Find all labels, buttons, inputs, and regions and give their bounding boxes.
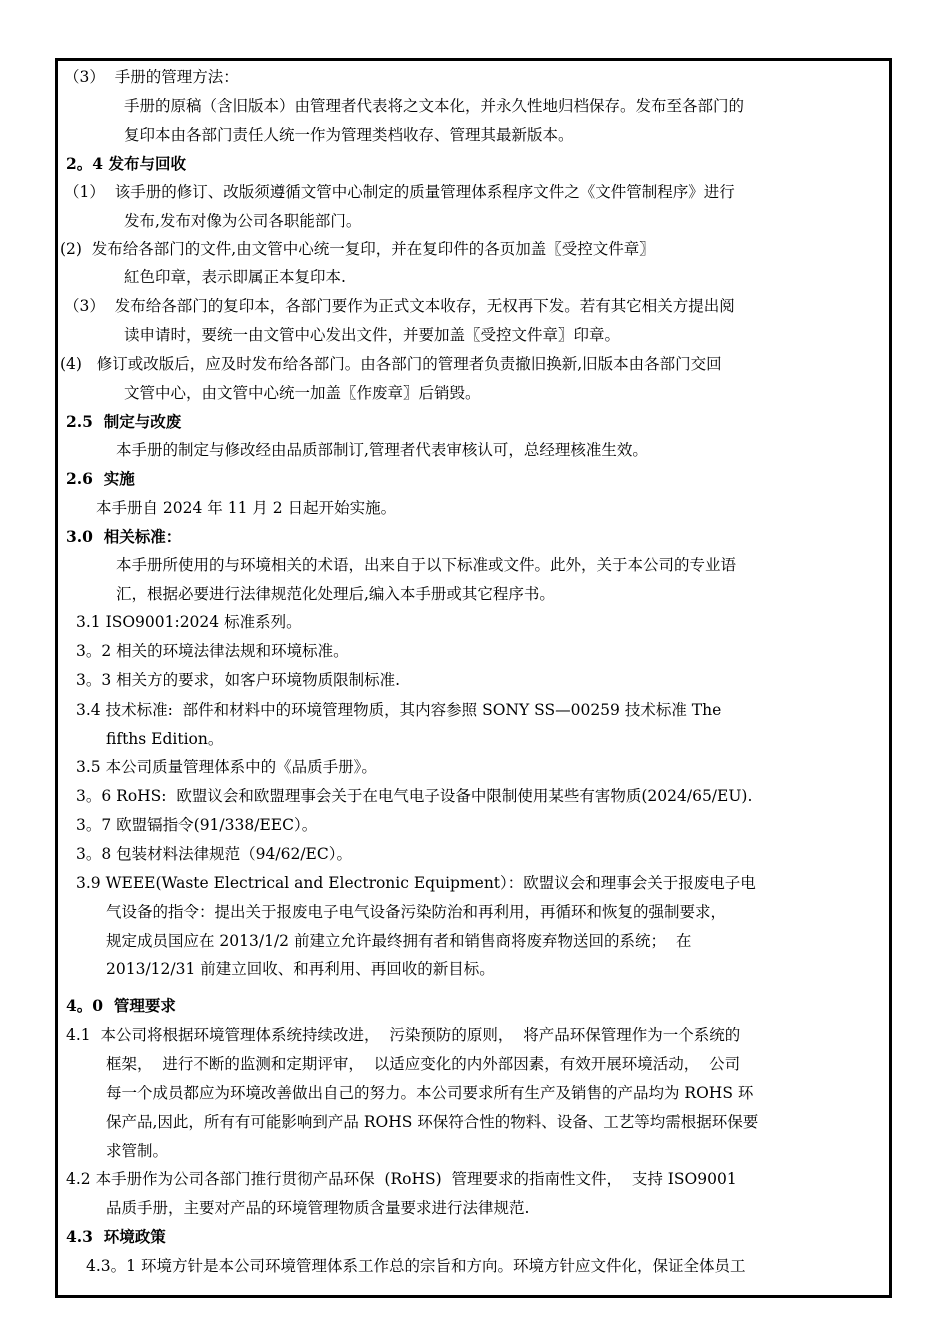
line: 3。6 RoHS: 欧盟议会和欧盟理事会关于在电气电子设备中限制使用某些有害物质(2024/65/EU). xyxy=(76,787,753,805)
line: 发布,发布对像为公司各职能部门。 xyxy=(124,212,362,230)
line: 3。2 相关的环境法律法规和环境标准。 xyxy=(76,642,349,660)
section-heading: 4。0 管理要求 xyxy=(66,996,176,1015)
line: （3） 发布给各部门的复印本，各部门要作为正式文本收存，无权再下发。若有其它相关方提出阅 xyxy=(64,297,735,315)
section-heading: 3.0 相关标准： xyxy=(66,527,182,546)
line: (2) 发布给各部门的文件,由文管中心统一复印，并在复印件的各页加盖〖受控文件章〗 xyxy=(60,240,655,258)
line: 读申请时，要统一由文管中心发出文件，并要加盖〖受控文件章〗印章。 xyxy=(124,326,621,344)
section-heading: 2。4 发布与回收 xyxy=(66,154,186,173)
line: 汇，根据必要进行法律规范化处理后,编入本手册或其它程序书。 xyxy=(116,585,555,603)
section-heading: 2.6 实施 xyxy=(66,469,135,488)
section-heading: 4.3 环境政策 xyxy=(66,1227,166,1246)
line: 紅色印章，表示即属正本复印本. xyxy=(124,268,346,286)
line: 品质手册，主要对产品的环境管理物质含量要求进行法律规范. xyxy=(106,1199,530,1217)
line: fifths Edition。 xyxy=(106,730,224,748)
line: 3.1 ISO9001:2024 标准系列。 xyxy=(76,613,302,631)
line: 本手册所使用的与环境相关的术语，出来自于以下标准或文件。此外，关于本公司的专业语 xyxy=(116,556,737,574)
line: （3） 手册的管理方法： xyxy=(64,68,239,86)
line: 每一个成员都应为环境改善做出自己的努力。本公司要求所有生产及销售的产品均为 ROHS 环 xyxy=(106,1084,754,1102)
line: 本手册自 2024 年 11 月 2 日起开始实施。 xyxy=(96,499,397,517)
line: 求管制。 xyxy=(106,1142,169,1160)
line: 3。8 包装材料法律规范（94/62/EC）。 xyxy=(76,845,352,863)
line: 规定成员国应在 2013/1/2 前建立允许最终拥有者和销售商将废弃物送回的系统； 在 xyxy=(106,932,692,950)
line: 保产品,因此，所有有可能影响到产品 ROHS 环保符合性的物料、设备、工艺等均需根据环保要 xyxy=(106,1113,759,1131)
line: 4.2 本手册作为公司各部门推行贯彻产品环保 (RoHS) 管理要求的指南性文件， 支持 ISO9001 xyxy=(66,1170,737,1188)
line: 3。3 相关方的要求，如客户环境物质限制标准. xyxy=(76,671,401,689)
line: 框架， 进行不断的监测和定期评审， 以适应变化的内外部因素，有效开展环境活动， 公司 xyxy=(106,1055,741,1073)
line: 2013/12/31 前建立回收、和再利用、再回收的新目标。 xyxy=(106,960,495,978)
line: (4) 修订或改版后，应及时发布给各部门。由各部门的管理者负责撤旧换新,旧版本由各部门交回 xyxy=(60,355,722,373)
section-heading: 2.5 制定与改废 xyxy=(66,412,182,431)
line: 3.9 WEEE(Waste Electrical and Electronic Equipment）：欧盟议会和理事会关于报废电子电 xyxy=(76,874,756,892)
line: 3.5 本公司质量管理体系中的《品质手册》。 xyxy=(76,758,377,776)
line: （1） 该手册的修订、改版须遵循文管中心制定的质量管理体系程序文件之《文件管制程序》进行 xyxy=(64,183,735,201)
line: 复印本由各部门责任人统一作为管理类档收存、管理其最新版本。 xyxy=(124,126,574,144)
line: 4.1 本公司将根据环境管理体系统持续改进， 污染预防的原则， 将产品环保管理作为一个系统的 xyxy=(66,1026,741,1044)
line: 气设备的指令：提出关于报废电子电气设备污染防治和再利用，再循环和恢复的强制要求， xyxy=(106,903,727,921)
line: 3.4 技术标准: 部件和材料中的环境管理物质，其内容参照 SONY SS—00259 技术标准 The xyxy=(76,701,722,719)
line: 4.3。1 环境方针是本公司环境管理体系工作总的宗旨和方向。环境方针应文件化，保证全体员工 xyxy=(86,1257,746,1275)
line: 文管中心，由文管中心统一加盖〖作废章〗后销毁。 xyxy=(124,384,481,402)
line: 手册的原稿（含旧版本）由管理者代表将之文本化，并永久性地归档保存。发布至各部门的 xyxy=(124,97,745,115)
line: 3。7 欧盟镉指令(91/338/EEC）。 xyxy=(76,816,318,834)
line: 本手册的制定与修改经由品质部制订,管理者代表审核认可，总经理核准生效。 xyxy=(116,441,648,459)
